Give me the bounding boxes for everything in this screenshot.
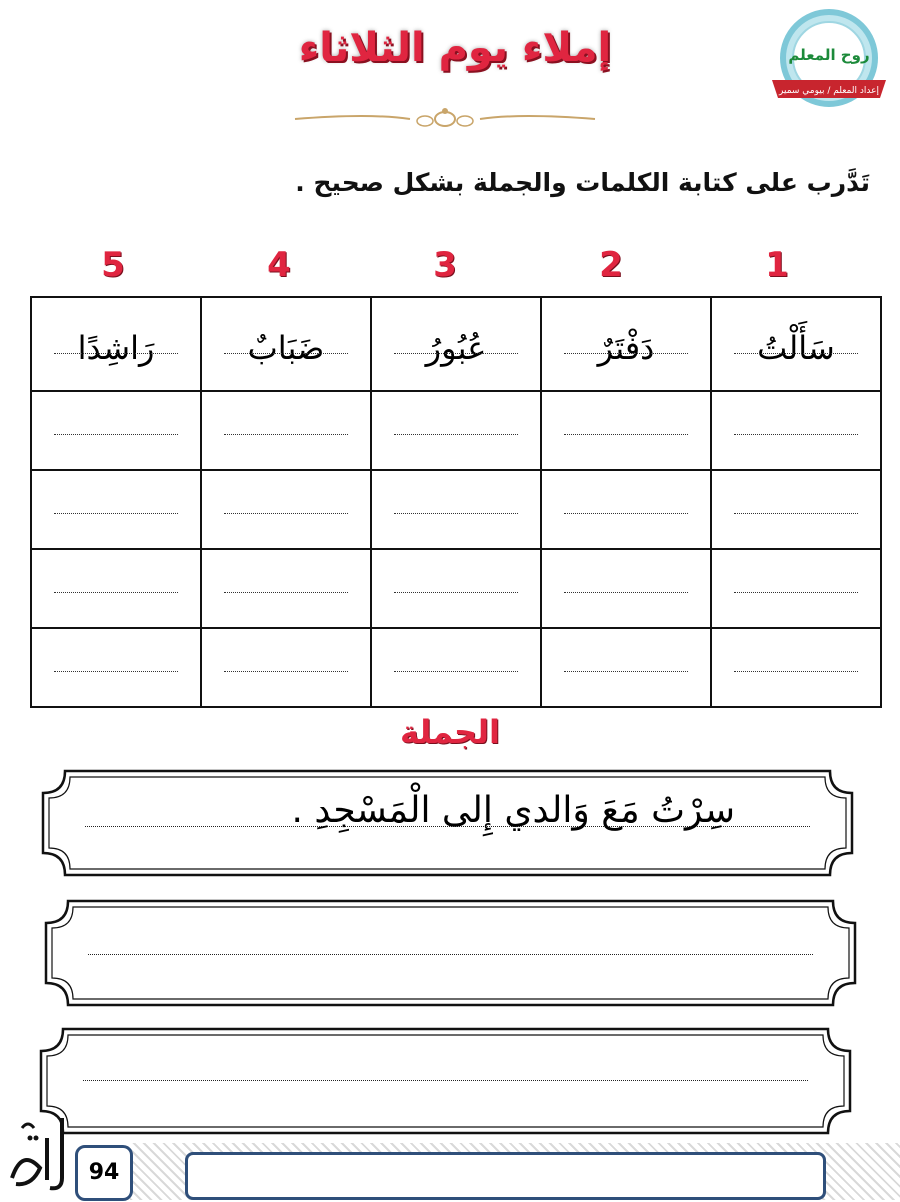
column-numbers <box>30 245 860 285</box>
dotted-line <box>394 434 518 435</box>
practice-cell[interactable] <box>541 628 711 707</box>
practice-cell[interactable] <box>201 470 371 549</box>
scalloped-frame-border <box>43 898 858 1008</box>
words-practice-table <box>30 296 882 708</box>
model-word: عُبُورُ <box>425 329 487 367</box>
practice-cell[interactable] <box>541 470 711 549</box>
svg-text:روح المعلم: روح المعلم <box>788 46 870 64</box>
brand-logo-badge <box>770 8 888 126</box>
word-cell <box>201 297 371 391</box>
dotted-line <box>224 671 348 672</box>
model-words-row <box>31 297 881 391</box>
sentence-frame-practice[interactable] <box>38 1026 853 1130</box>
dotted-line <box>564 513 688 514</box>
practice-cell[interactable] <box>31 549 201 628</box>
word-cell <box>371 297 541 391</box>
instruction-text: تَدَّرب على كتابة الكلمات والجملة بشكل صحيح . <box>295 168 870 197</box>
model-word: سَأَلْتُ <box>757 329 835 367</box>
practice-cell[interactable] <box>31 470 201 549</box>
practice-cell[interactable] <box>371 549 541 628</box>
dotted-line <box>734 671 858 672</box>
dotted-line <box>54 353 178 354</box>
page-number: 94 <box>75 1145 133 1201</box>
scalloped-frame-border <box>38 1026 853 1136</box>
practice-cell[interactable] <box>711 549 881 628</box>
dotted-line <box>54 671 178 672</box>
column-number: 1 <box>765 245 789 285</box>
ornament-divider <box>290 105 600 139</box>
dotted-line <box>394 353 518 354</box>
sentence-frame-model <box>40 768 855 878</box>
svg-text:إعداد المعلم / بيومي سمير: إعداد المعلم / بيومي سمير <box>779 86 879 96</box>
word-cell <box>31 297 201 391</box>
column-number: 5 <box>101 245 125 285</box>
practice-cell[interactable] <box>371 470 541 549</box>
dotted-line <box>88 954 813 955</box>
dotted-line <box>224 513 348 514</box>
dotted-line <box>83 1080 808 1081</box>
column-number: 3 <box>433 245 457 285</box>
practice-cell[interactable] <box>711 391 881 470</box>
model-word: ضَبَابٌ <box>247 329 325 367</box>
dotted-line <box>734 513 858 514</box>
dotted-line <box>564 592 688 593</box>
model-word: رَاشِدًا <box>77 329 155 367</box>
dotted-line <box>564 671 688 672</box>
sentence-section-title: الجملة <box>400 713 500 751</box>
sentence-frame-practice[interactable] <box>43 898 858 1008</box>
practice-cell[interactable] <box>711 628 881 707</box>
model-sentence: سِرْتُ مَعَ وَالدي إِلى الْمَسْجِدِ . <box>291 790 735 831</box>
word-cell <box>541 297 711 391</box>
dotted-line <box>224 353 348 354</box>
dotted-line <box>224 434 348 435</box>
practice-cell[interactable] <box>201 549 371 628</box>
dotted-line <box>564 353 688 354</box>
practice-cell[interactable] <box>541 391 711 470</box>
dotted-line <box>564 434 688 435</box>
practice-row <box>31 470 881 549</box>
practice-cell[interactable] <box>541 549 711 628</box>
dotted-line <box>734 434 858 435</box>
practice-cell[interactable] <box>201 391 371 470</box>
practice-cell[interactable] <box>711 470 881 549</box>
dotted-line <box>394 592 518 593</box>
dotted-line <box>394 671 518 672</box>
dotted-line <box>54 434 178 435</box>
dotted-line <box>394 513 518 514</box>
column-number: 2 <box>599 245 623 285</box>
practice-row <box>31 628 881 707</box>
practice-cell[interactable] <box>31 628 201 707</box>
dotted-line <box>734 592 858 593</box>
practice-row <box>31 549 881 628</box>
footer-box <box>185 1152 826 1200</box>
page-title: إملاء يوم الثلاثاء <box>298 25 612 71</box>
practice-cell[interactable] <box>201 628 371 707</box>
dotted-line <box>54 592 178 593</box>
dotted-line <box>54 513 178 514</box>
practice-cell[interactable] <box>31 391 201 470</box>
dotted-line <box>224 592 348 593</box>
dotted-line <box>734 353 858 354</box>
column-number: 4 <box>267 245 291 285</box>
iqra-calligraphy <box>2 1108 74 1202</box>
practice-row <box>31 391 881 470</box>
practice-cell[interactable] <box>371 628 541 707</box>
model-word: دَفْتَرٌ <box>597 329 655 367</box>
practice-cell[interactable] <box>371 391 541 470</box>
word-cell <box>711 297 881 391</box>
